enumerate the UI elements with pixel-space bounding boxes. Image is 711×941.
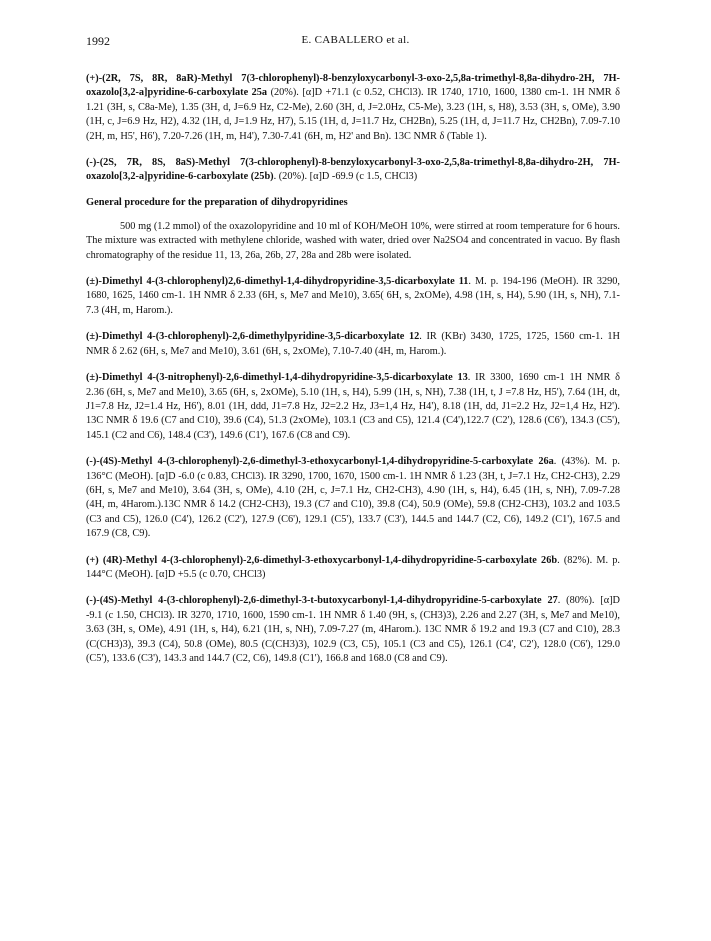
- compound-data: . (82%). M. p. 144°C (MeOH). [α]D +5.5 (c 0.70, CHCl3): [86, 554, 621, 580]
- compound-data: . (20%). [α]D -69.9 (c 1.5, CHCl3): [273, 171, 418, 183]
- compound-data: . M. p. 194-196 (MeOH). IR 3290, 1680, 1625, 1460 cm-1. 1H NMR δ 2.33 (6H, s, Me7 and Me10), 3.65( 6H, s, 2xOMe), 4.98 (1H, s, H4), 5.90 (1H, s, NH), 7.1-7.3 (4H, m, Harom.).: [86, 276, 620, 316]
- compound-data: . (43%). M. p. 136°C (MeOH). [α]D -6.0 (c 0.83, CHCl3). IR 3290, 1700, 1670, 1500 cm-1. 1H NMR δ 1.23 (3H, t, J=7.1 Hz, CH2-CH3), 2.29 (6H, s, Me7 and Me10), 3.64 (3H, s, OMe), 4.10 (2H, c, J=7.1 Hz, CH2-CH3), 4.90 (1H, s, H4), 6.45 (1H, s, NH), 7.09-7.28 (4H, m, 4Harom.).13C NMR δ 14.2 (CH2-CH3), 19.3 (C7 and C10), 39.8 (C4), 50.9 (OMe), 59.8 (CH2-CH3), 103.2 and 103.5 (C3 and C5), 126.0 (C4'), 126.2 (C2'), 127.9 (C6'), 129.1 (C5'), 133.7 (C3'), 144.5 and 144.7 (C2, C6), 149.2 (C1'), 167.5 and 167.9 (C8, C9).: [86, 456, 620, 540]
- compound-title: (-)-(2S, 7R, 8S, 8aS)-Methyl 7(3-chlorophenyl)-8-benzyloxycarbonyl-3-oxo-2,5,8a-trimethyl-8,8a-dihydro-2H, 7H-oxazolo[3,2-a]pyridine-6-carboxylate (25b): [86, 157, 620, 183]
- compound-entry-25b: [86, 156, 620, 185]
- compound-title: (±)-Dimethyl 4-(3-chlorophenyl)2,6-dimethyl-1,4-dihydropyridine-3,5-dicarboxylate 11: [86, 276, 469, 288]
- compound-title: (±)-Dimethyl 4-(3-nitrophenyl)-2,6-dimethyl-1,4-dihydropyridine-3,5-dicarboxylate 13: [86, 372, 468, 384]
- compound-title: (+) (4R)-Methyl 4-(3-chlorophenyl)-2,6-dimethyl-3-ethoxycarbonyl-1,4-dihydropyridine-5-carboxylate 26b: [86, 554, 558, 566]
- compound-entry-26a: [86, 455, 620, 541]
- compound-entry-13: [86, 371, 620, 443]
- page-body: [86, 72, 620, 678]
- compound-data: . IR 3300, 1690 cm-1 1H NMR δ 2.36 (6H, s, Me7 and Me10), 3.65 (6H, s, 2xOMe), 5.10 (1H, s, H4), 5.99 (1H, s, NH), 7.38 (1H, t, J =7.8 Hz, H5'), 7.64 (1H, dt, J1=7.8 Hz, J2=1.4 Hz, H6'), 8.01 (1H, ddd, J1=7.8 Hz, J2=2.2 Hz, J3=1,4 Hz, H4'), 8.18 (1H, dd, J1=2.2 Hz, J2=1,4 Hz, H2'). 13C NMR δ 19.6 (C7 and C10), 39.6 (C4), 51.3 (2xOMe), 103.1 (C3 and C5), 121.4 (C4'),122.7 (C2'), 128.6 (C6'), 134.3 (C5'), 145.1 (C2 and C6), 148.4 (C3'), 149.6 (C1'), 167.6 (C8 and C9).: [86, 372, 620, 441]
- procedure-paragraph: 500 mg (1.2 mmol) of the oxazolopyridine and 10 ml of KOH/MeOH 10%, were stirred at room temperature for 6 hours. The mixture was extracted with methylene chloride, washed with water, dried over Na2SO4 and concentrated in vacuo. By flash chromatography of the residue 11, 13, 26a, 26b, 27, 28a and 28b were isolated.: [86, 220, 620, 261]
- compound-data: . IR (KBr) 3430, 1725, 1725, 1560 cm-1. 1H NMR δ 2.62 (6H, s, Me7 and Me10), 3.61 (6H, s, 2xOMe), 7.10-7.40 (4H, m, Harom.).: [86, 331, 620, 357]
- section-heading: General procedure for the preparation of dihydropyridines: [86, 196, 348, 208]
- page-number: 1992: [86, 34, 110, 48]
- compound-data: (20%). [α]D +71.1 (c 0.52, CHCl3). IR 1740, 1710, 1600, 1380 cm-1. 1H NMR δ 1.21 (3H, s, C8a-Me), 1.35 (3H, d, J=6.9 Hz, C2-Me), 2.60 (3H, d, J=2.0Hz, C5-Me), 3.23 (1H, s, H8), 3.53 (3H, s, OMe), 3.90 (1H, c, J=6.9 Hz, H2), 4.32 (1H, d, J=1.9 Hz, H7), 5.15 (1H, d, J=11.7 Hz, CH2Bn), 5.25 (1H, d, J=11.7 Hz, CH2Bn), 7.09-7.10 (2H, m, H5', H6'), 7.20-7.26 (1H, m, H4'), 7.30-7.41 (6H, m, H2' and Bn). 13C NMR δ (Table 1).: [86, 87, 620, 142]
- compound-entry-11: [86, 275, 620, 318]
- compound-title: (±)-Dimethyl 4-(3-chlorophenyl)-2,6-dimethylpyridine-3,5-dicarboxylate 12: [86, 331, 420, 343]
- compound-entry-27: [86, 594, 620, 666]
- page-header: [0, 34, 711, 50]
- compound-entry-25a: [86, 72, 620, 144]
- compound-entry-12: [86, 330, 620, 359]
- running-head: E. CABALLERO et al.: [301, 34, 410, 46]
- compound-data: . (80%). [α]D -9.1 (c 1.50, CHCl3). IR 3270, 1710, 1600, 1590 cm-1. 1H NMR δ 1.40 (9H, s, (CH3)3), 2.26 and 2.27 (3H, s, Me7 and Me10), 3.63 (3H, s, OMe), 4.91 (1H, s, H4), 6.21 (1H, s, NH), 7.09-7.27 (m, 4Harom.). 13C NMR δ 19.2 and 19.3 (C7 and C10), 28.3 (C(CH3)3), 39.3 (C4), 50.8 (OMe), 80.5 (C(CH3)3), 102.9 (C3, C5), 105.1 (C3 and C5), 126.1 (C4', C2'), 128.0 (C6'), 129.0 (C5'), 133.6 (C3'), 143.3 and 144.7 (C2, C6), 149.8 (C1'), 166.8 and 168.0 (C8 and C9).: [86, 595, 620, 664]
- compound-title: (-)-(4S)-Methyl 4-(3-chlorophenyl)-2,6-dimethyl-3-t-butoxycarbonyl-1,4-dihydropyridine-5-carboxylate 27: [86, 595, 558, 607]
- compound-entry-26b: [86, 554, 620, 583]
- compound-title: (-)-(4S)-Methyl 4-(3-chlorophenyl)-2,6-dimethyl-3-ethoxycarbonyl-1,4-dihydropyridine-5-carboxylate 26a: [86, 456, 554, 468]
- compound-title: (+)-(2R, 7S, 8R, 8aR)-Methyl 7(3-chlorophenyl)-8-benzyloxycarbonyl-3-oxo-2,5,8a-trimethyl-8,8a-dihydro-2H, 7H-oxazolo[3,2-a]pyridine-6-carboxylate 25a: [86, 73, 620, 99]
